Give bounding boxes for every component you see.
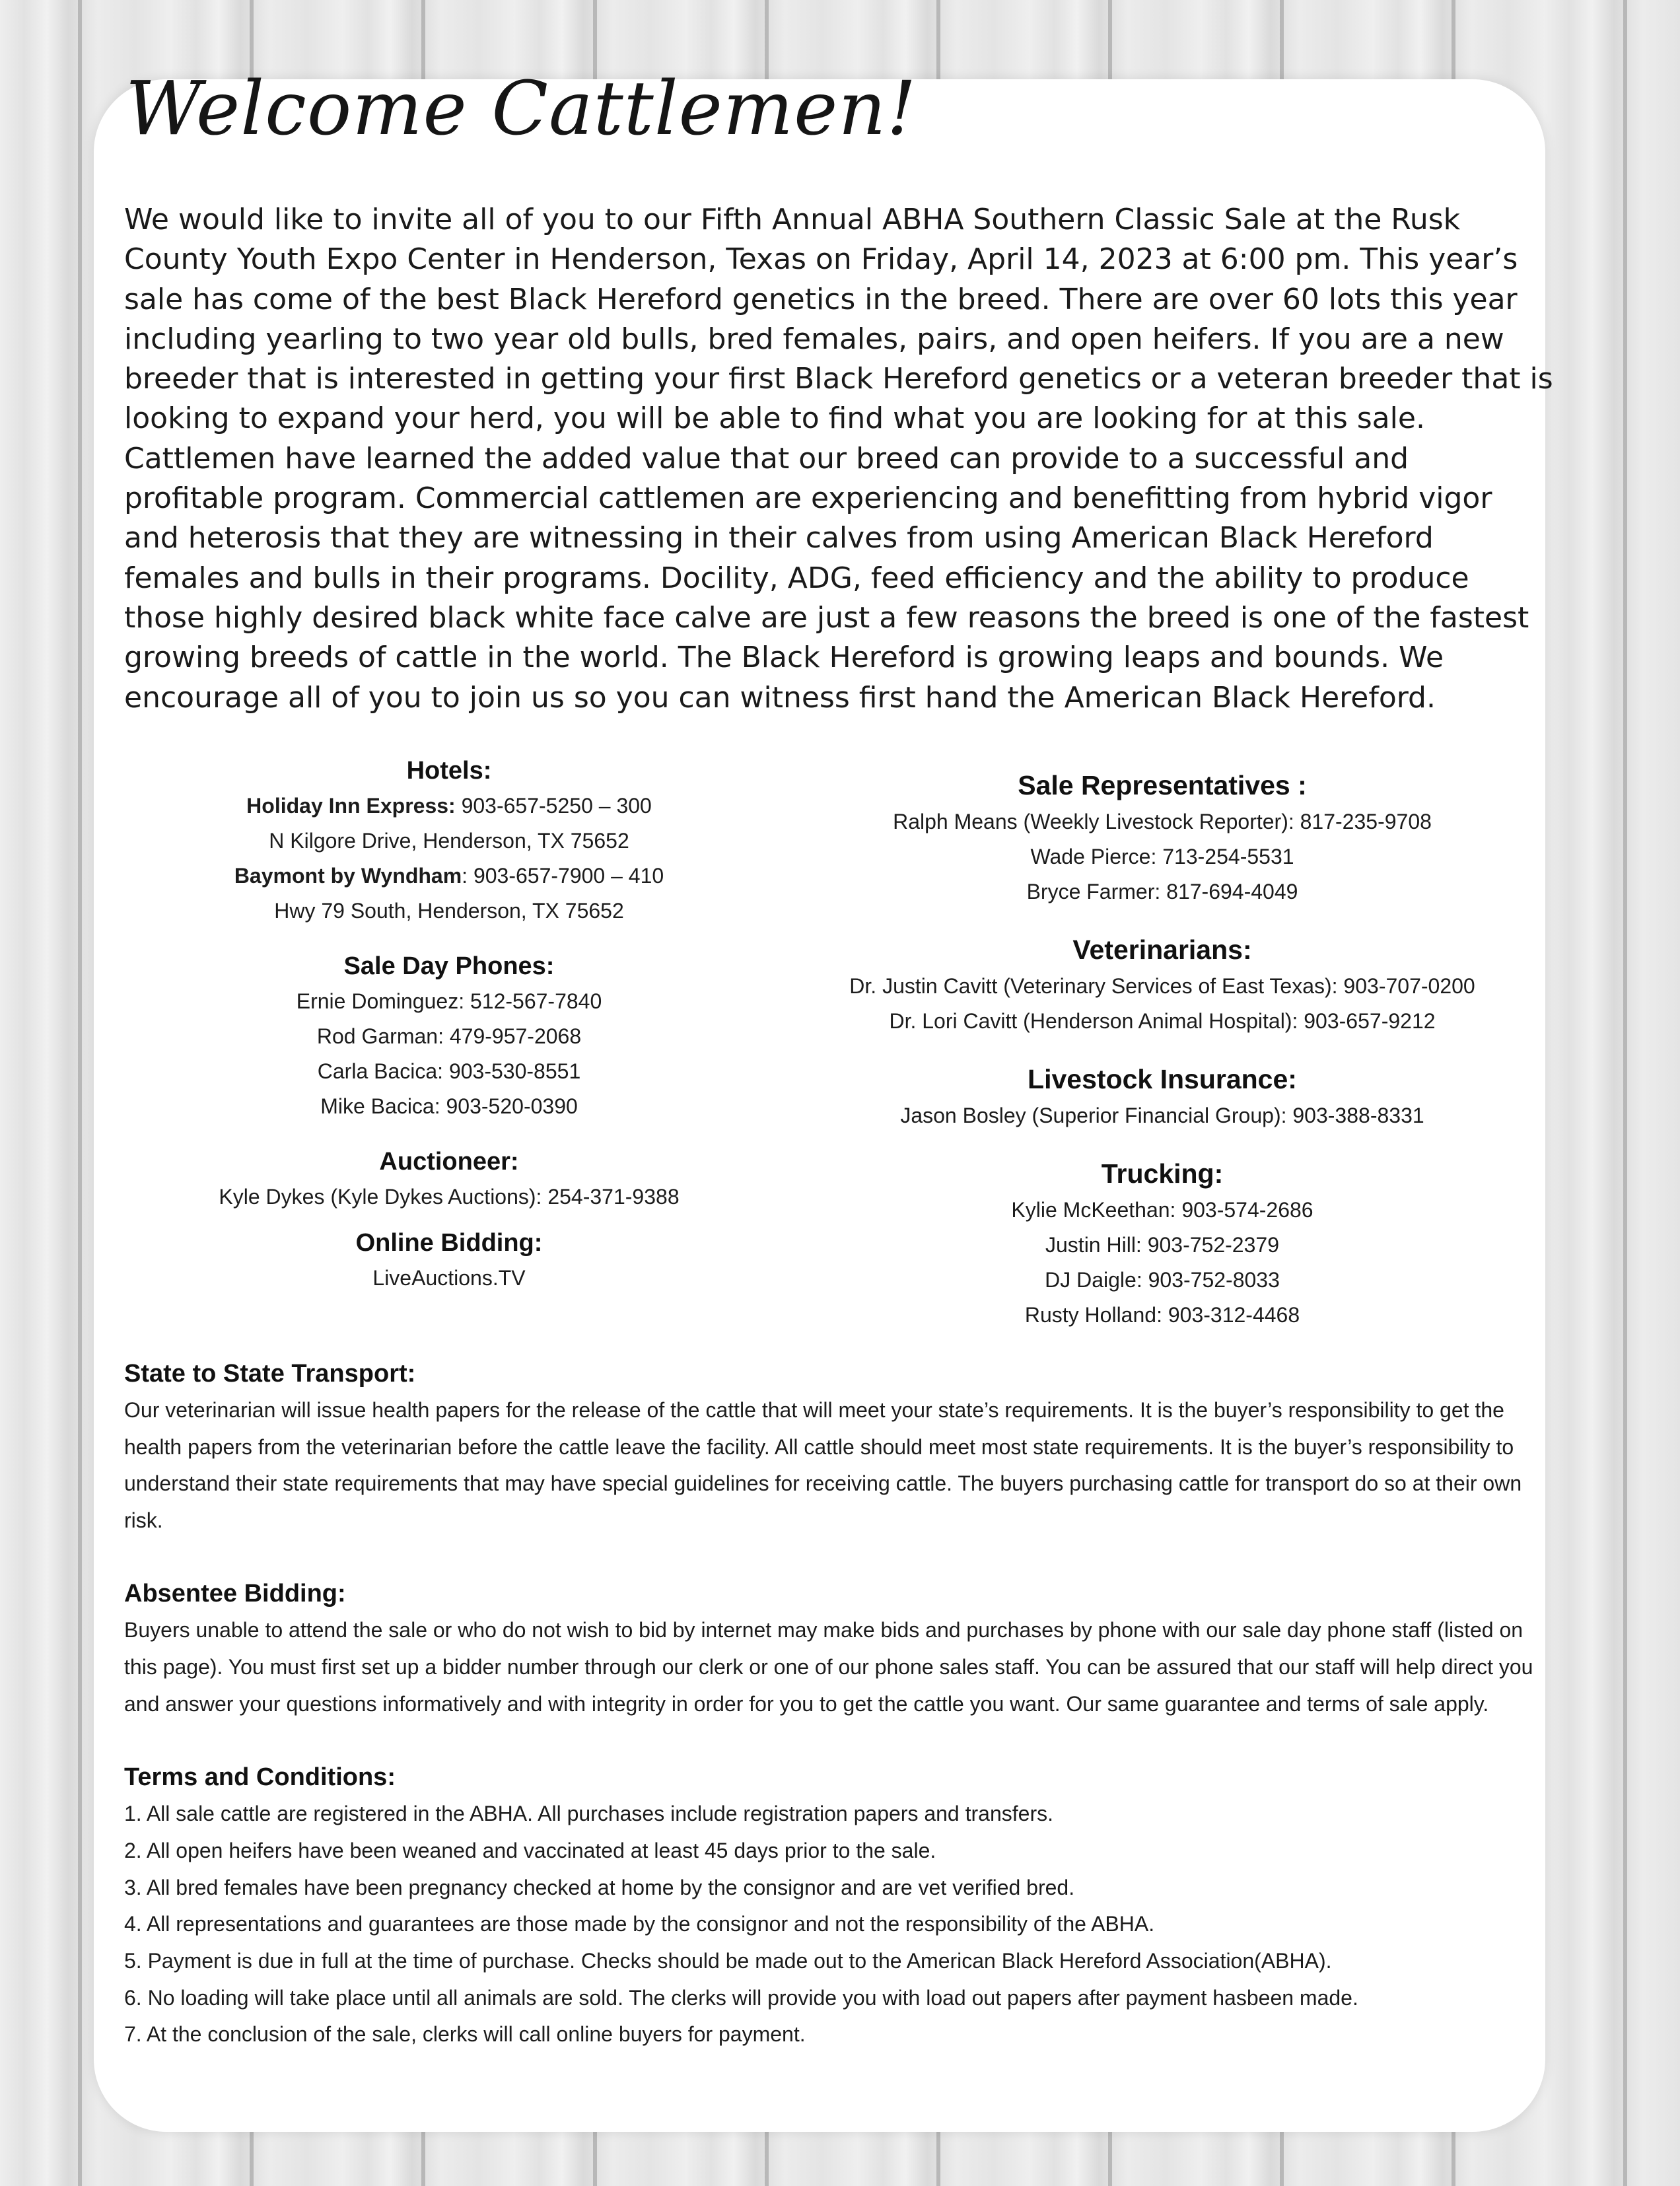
absentee-bidding-section [124, 1575, 1544, 1722]
terms-item: 2. All open heifers have been weaned and vaccinated at least 45 days prior to the sale. [124, 1838, 936, 1862]
auctioneer-heading: Auctioneer: [379, 1148, 519, 1176]
terms-item: 4. All representations and guarantees are those made by the consignor and not the responsibility of the ABHA. [124, 1912, 1155, 1936]
representative-contact: Bryce Farmer: 817-694-4049 [1026, 880, 1298, 903]
left-info-column [158, 753, 740, 1316]
phone-contact: Mike Bacica: 903-520-0390 [320, 1094, 578, 1118]
online-bidding-site: LiveAuctions.TV [372, 1266, 526, 1290]
trucking-section [799, 1154, 1525, 1333]
livestock-insurance-heading: Livestock Insurance: [1028, 1064, 1297, 1094]
hotel-1-line-1 [158, 789, 740, 824]
representative-contact: Ralph Means (Weekly Livestock Reporter): 817-235-9708 [893, 810, 1432, 833]
hotels-heading: Hotels: [406, 757, 492, 785]
transport-heading: State to State Transport: [124, 1360, 416, 1388]
terms-item: 6. No loading will take place until all animals are sold. The clerks will provide you with load out papers after payment hasbeen made. [124, 1985, 1358, 2010]
veterinarian-contact: Dr. Lori Cavitt (Henderson Animal Hospital): 903-657-9212 [889, 1009, 1436, 1033]
phone-contact: Rod Garman: 479-957-2068 [316, 1024, 582, 1048]
absentee-bidding-heading: Absentee Bidding: [124, 1580, 346, 1608]
intro-paragraph: We would like to invite all of you to our Fifth Annual ABHA Southern Classic Sale at the Rusk County Youth Expo Center in Henderson, Texas on Friday, April 14, 2023 at 6:00 pm. This year’s sale has come of the best Black Hereford genetics in the breed. There are over 60 lots this year including yearling to two year old bulls, bred females, pairs, and open heifers. If you are a new breeder that is interested in getting your first Black Hereford genetics or a veteran breeder that is looking to expand your herd, you will be able to find what you are looking for at this sale. Cattlemen have learned the added value that our breed can provide to a successful and profitable program. Commercial cattlemen are experiencing and benefitting from hybrid vigor and heterosis that they are witnessing in their calves from using American Black Hereford females and bulls in their programs. Docility, ADG, feed efficiency and the ability to produce those highly desired black white face calve are just a few reasons the breed is one of the fastest growing breeds of cattle in the world. The Black Hereford is growing leaps and bounds. We encourage all of you to join us so you can witness first hand the American Black Hereford. [124, 203, 1553, 715]
online-bidding-section [158, 1225, 740, 1296]
terms-item: 1. All sale cattle are registered in the ABHA. All purchases include registration papers and transfers. [124, 1802, 1053, 1826]
policy-sections [124, 1355, 1544, 2090]
hotel-1-phone: 903-657-5250 – 300 [455, 794, 652, 818]
representative-contact: Wade Pierce: 713-254-5531 [1030, 845, 1294, 868]
terms-list [124, 1796, 1544, 2053]
livestock-insurance-section [799, 1060, 1525, 1133]
auctioneer-contact: Kyle Dykes (Kyle Dykes Auctions): 254-371-9388 [219, 1185, 680, 1209]
terms-item: 7. At the conclusion of the sale, clerks will call online buyers for payment. [124, 2022, 806, 2047]
terms-heading: Terms and Conditions: [124, 1763, 396, 1792]
hotel-1-name: Holiday Inn Express: [246, 794, 456, 818]
veterinarian-contact: Dr. Justin Cavitt (Veterinary Services of East Texas): 903-707-0200 [849, 974, 1475, 998]
insurance-contact: Jason Bosley (Superior Financial Group): 903-388-8331 [900, 1104, 1424, 1127]
terms-item: 5. Payment is due in full at the time of purchase. Checks should be made out to the American Black Hereford Association(ABHA). [124, 1948, 1332, 1973]
trucking-contact: Kylie McKeethan: 903-574-2686 [1011, 1198, 1313, 1222]
hotel-2-phone: : 903-657-7900 – 410 [462, 864, 664, 888]
phone-contact: Ernie Dominguez: 512-567-7840 [296, 989, 602, 1013]
trucking-heading: Trucking: [1101, 1158, 1224, 1189]
sale-day-phones-section [158, 948, 740, 1124]
veterinarians-heading: Veterinarians: [1072, 934, 1252, 965]
phone-contact: Carla Bacica: 903-530-8551 [317, 1059, 581, 1083]
veterinarians-section [799, 931, 1525, 1039]
absentee-bidding-text: Buyers unable to attend the sale or who do not wish to bid by internet may make bids and purchases by phone with our sale day phone staff (listed on this page). You must first set up a bidder number through our clerk or one of our phone sales staff. You can be assured that our staff will help direct you and answer your questions informatively and with integrity in order for you to get the cattle you want. Our same guarantee and terms of sale apply. [124, 1618, 1533, 1716]
right-info-column [799, 766, 1525, 1354]
auctioneer-section [158, 1144, 740, 1215]
hotel-2-address: Hwy 79 South, Henderson, TX 75652 [274, 899, 624, 923]
hotel-2-line-1 [158, 859, 740, 894]
sale-representatives-section [799, 766, 1525, 909]
sale-representatives-heading: Sale Representatives : [1018, 770, 1307, 800]
trucking-contact: Justin Hill: 903-752-2379 [1045, 1233, 1279, 1257]
trucking-contact: Rusty Holland: 903-312-4468 [1024, 1303, 1300, 1327]
terms-item: 3. All bred females have been pregnancy checked at home by the consignor and are vet verified bred. [124, 1875, 1075, 1899]
transport-section [124, 1355, 1544, 1539]
trucking-contact: DJ Daigle: 903-752-8033 [1045, 1268, 1280, 1292]
online-bidding-heading: Online Bidding: [355, 1229, 543, 1257]
hotel-1-address: N Kilgore Drive, Henderson, TX 75652 [269, 829, 629, 853]
hotel-2-name: Baymont by Wyndham [234, 864, 462, 888]
transport-text: Our veterinarian will issue health papers for the release of the cattle that will meet your state’s requirements. It is the buyer’s responsibility to get the health papers from the veterinarian before the cattle leave the facility. All cattle should meet most state requirements. It is the buyer’s responsibility to understand their state requirements that may have special guidelines for receiving cattle. The buyers purchasing cattle for transport do so at their own risk. [124, 1398, 1522, 1532]
sale-day-phones-heading: Sale Day Phones: [343, 952, 555, 980]
hotels-section [158, 753, 740, 929]
page-title: Welcome Cattlemen! [125, 66, 917, 152]
terms-section [124, 1759, 1544, 2053]
